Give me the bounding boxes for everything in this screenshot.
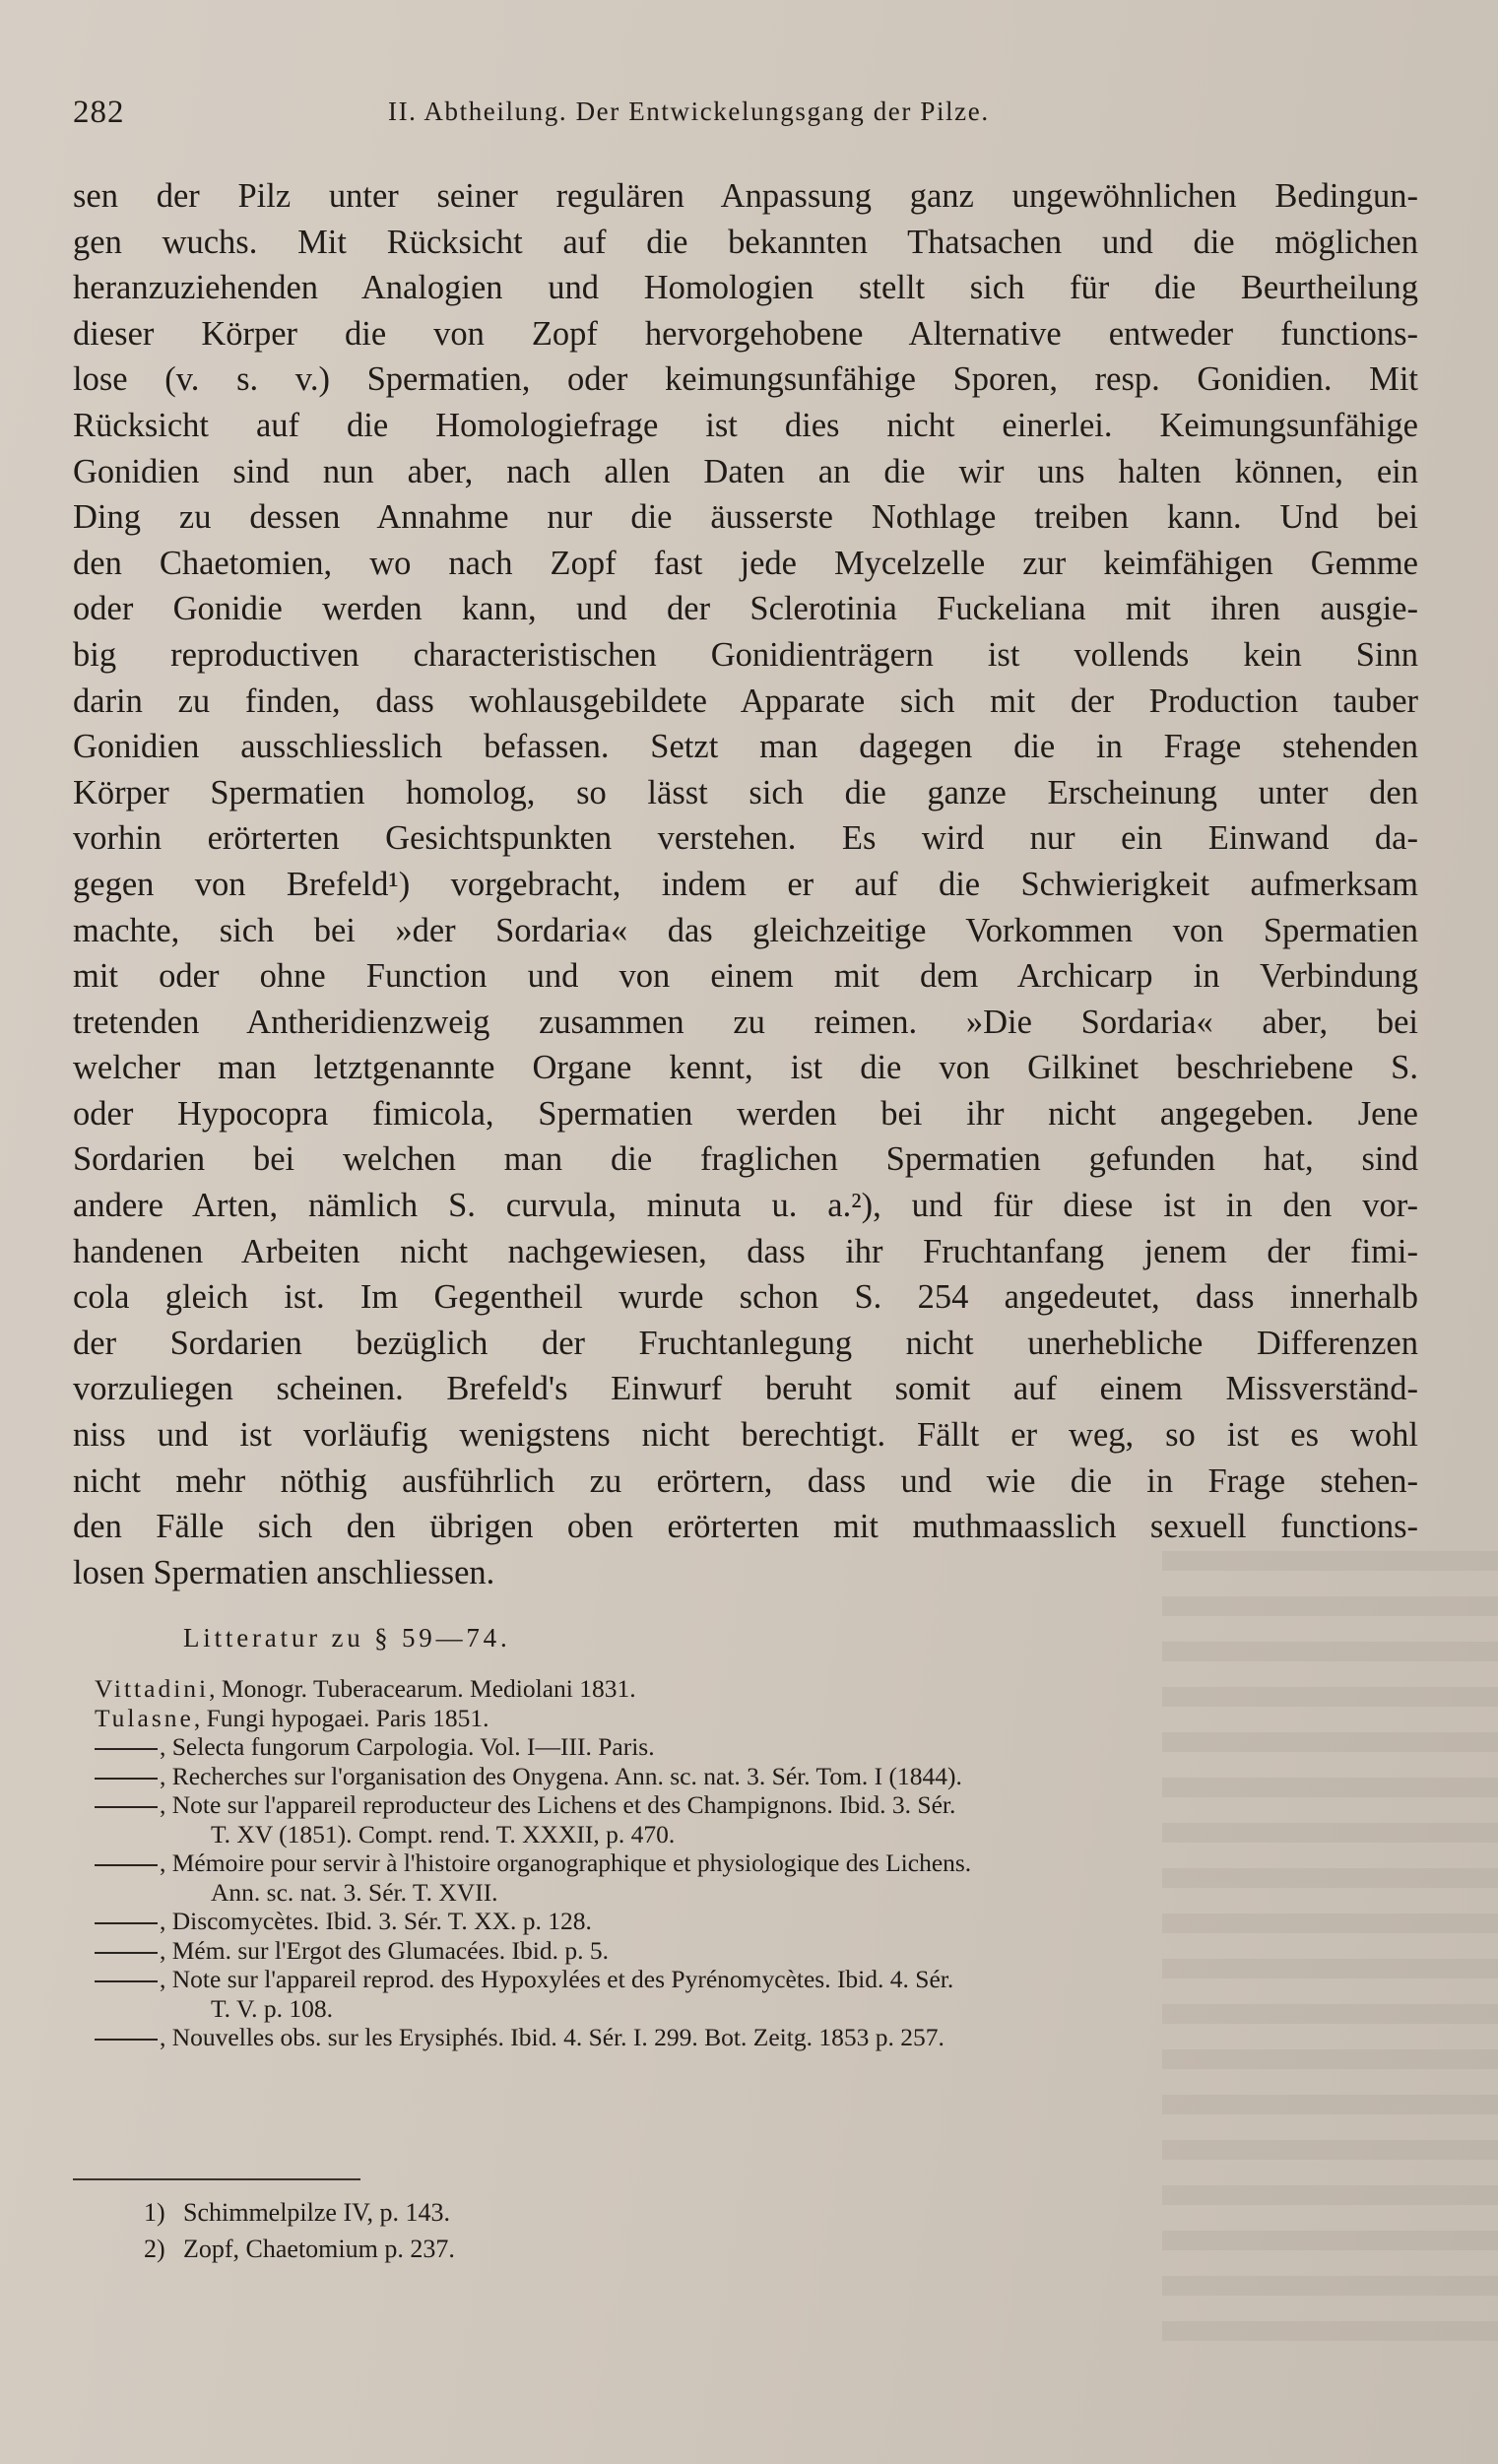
literature-entry (95, 1907, 1414, 1936)
body-line: mit oder ohne Function und von einem mit dem Archicarp in Verbindung (73, 957, 1418, 996)
body-line: losen Spermatien anschliessen. (73, 1553, 495, 1591)
ditto-dash (95, 1748, 158, 1750)
literature-text: , Nouvelles obs. sur les Erysiphés. Ibid. 4. Sér. I. 299. Bot. Zeitg. 1853 p. 257. (160, 2023, 944, 2051)
body-line: Gonidien sind nun aber, nach allen Daten an die wir uns halten können, ein (73, 452, 1418, 490)
ditto-dash (95, 1864, 158, 1866)
literature-entry (95, 2023, 1414, 2052)
literature-entry (95, 1965, 1414, 2023)
literature-text: , Mém. sur l'Ergot des Glumacées. Ibid. p. 5. (160, 1935, 609, 1965)
footnote-mark: 1) (144, 2198, 165, 2227)
ditto-dash (95, 1922, 158, 1924)
page-header (73, 95, 1429, 138)
literature-text: , Fungi hypogaei. Paris 1851. (193, 1703, 489, 1732)
literature-entry (95, 1704, 1414, 1733)
literature-entry (95, 1848, 1414, 1907)
literature-entry (95, 1674, 1414, 1704)
body-line: dieser Körper die von Zopf hervorgehobene Alternative entweder functions- (73, 314, 1418, 353)
ditto-dash (95, 1952, 158, 1954)
literature-list (95, 1674, 1414, 2052)
body-line: Sordarien bei welchen man die fraglichen Spermatien gefunden hat, sind (73, 1140, 1418, 1179)
literature-text: , Selecta fungorum Carpologia. Vol. I—III. Paris. (160, 1732, 655, 1761)
body-line: Gonidien ausschliesslich befassen. Setzt man dagegen die in Frage stehenden (73, 728, 1418, 766)
ditto-dash (95, 2039, 158, 2041)
body-line: handenen Arbeiten nicht nachgewiesen, dass ihr Fruchtanfang jenem der fimi- (73, 1232, 1418, 1270)
body-line: lose (v. s. v.) Spermatien, oder keimungsunfähige Sporen, resp. Gonidien. Mit (73, 360, 1418, 399)
literature-entry (95, 1790, 1414, 1848)
body-line: gen wuchs. Mit Rücksicht auf die bekannten Thatsachen und die möglichen (73, 223, 1418, 261)
literature-text: , Note sur l'appareil reprod. des Hypoxylées et des Pyrénomycètes. Ibid. 4. Sér. (160, 1965, 954, 1993)
body-line: machte, sich bei »der Sordaria« das gleichzeitige Vorkommen von Spermatien (73, 911, 1418, 949)
literature-entry (95, 1762, 1414, 1791)
body-line: Ding zu dessen Annahme nur die äusserste Nothlage treiben kann. Und bei (73, 498, 1418, 537)
body-line: der Sordarien bezüglich der Fruchtanlegung nicht unerhebliche Differenzen (73, 1324, 1418, 1362)
body-line: big reproductiven characteristischen Gonidienträgern ist vollends kein Sinn (73, 635, 1418, 674)
footnote-mark: 2) (144, 2235, 165, 2263)
footnote-text: Zopf, Chaetomium p. 237. (183, 2235, 455, 2263)
ditto-dash (95, 1806, 158, 1808)
running-head: II. Abtheilung. Der Entwickelungsgang der Pilze. (388, 97, 990, 126)
literature-continuation: T. XV (1851). Compt. rend. T. XXXII, p. 470. (211, 1819, 676, 1848)
footnote (144, 2231, 455, 2267)
body-line: sen der Pilz unter seiner regulären Anpassung ganz ungewöhnlichen Bedingun- (73, 177, 1418, 215)
footnote-text: Schimmelpilze IV, p. 143. (183, 2198, 451, 2227)
body-line: cola gleich ist. Im Gegentheil wurde schon S. 254 angedeutet, dass innerhalb (73, 1278, 1418, 1317)
body-line: vorhin erörterten Gesichtspunkten verstehen. Es wird nur ein Einwand da- (73, 819, 1418, 858)
body-paragraph (73, 173, 1418, 1595)
page-number: 282 (73, 95, 125, 130)
literature-text: , Monogr. Tuberacearum. Mediolani 1831. (209, 1674, 636, 1703)
body-line: den Chaetomien, wo nach Zopf fast jede Mycelzelle zur keimfähigen Gemme (73, 544, 1418, 582)
body-line: nicht mehr nöthig ausführlich zu erörtern, dass und wie die in Frage stehen- (73, 1461, 1418, 1500)
body-line: heranzuziehenden Analogien und Homologien stellt sich für die Beurtheilung (73, 269, 1418, 307)
literature-text: , Note sur l'appareil reproducteur des Lichens et des Champignons. Ibid. 3. Sér. (160, 1790, 956, 1819)
ditto-dash (95, 1778, 158, 1780)
body-line: niss und ist vorläufig wenigstens nicht berechtigt. Fällt er weg, so ist es wohl (73, 1416, 1418, 1455)
body-line: Körper Spermatien homolog, so lässt sich die ganze Erscheinung unter den (73, 773, 1418, 811)
footnote (144, 2194, 455, 2231)
body-line: vorzuliegen scheinen. Brefeld's Einwurf beruht somit auf einem Missverständ- (73, 1370, 1418, 1408)
literature-author: Vittadini (95, 1674, 210, 1703)
literature-author: Tulasne (95, 1703, 194, 1732)
body-line: tretenden Antheridienzweig zusammen zu reimen. »Die Sordaria« aber, bei (73, 1003, 1418, 1041)
literature-continuation: Ann. sc. nat. 3. Sér. T. XVII. (211, 1877, 498, 1907)
body-line: gegen von Brefeld¹) vorgebracht, indem er auf die Schwierigkeit aufmerksam (73, 865, 1418, 903)
footnote-rule (73, 2178, 360, 2180)
body-line: den Fälle sich den übrigen oben erörterten mit muthmaasslich sexuell functions- (73, 1508, 1418, 1546)
literature-heading: Litteratur zu § 59—74. (183, 1623, 511, 1653)
literature-text: , Discomycètes. Ibid. 3. Sér. T. XX. p. 128. (160, 1907, 592, 1935)
body-line: andere Arten, nämlich S. curvula, minuta u. a.²), und für diese ist in den vor- (73, 1187, 1418, 1225)
literature-entry (95, 1936, 1414, 1966)
body-line: Rücksicht auf die Homologiefrage ist dies nicht einerlei. Keimungsunfähige (73, 406, 1418, 444)
body-line: oder Gonidie werden kann, und der Sclerotinia Fuckeliana mit ihren ausgie- (73, 590, 1418, 628)
literature-entry (95, 1732, 1414, 1762)
footnotes (144, 2194, 455, 2267)
literature-text: , Mémoire pour servir à l'histoire organographique et physiologique des Lichens. (160, 1848, 972, 1877)
literature-text: , Recherches sur l'organisation des Onygena. Ann. sc. nat. 3. Sér. Tom. I (1844). (160, 1761, 962, 1790)
body-line: welcher man letztgenannte Organe kennt, ist die von Gilkinet beschriebene S. (73, 1049, 1418, 1087)
literature-continuation: T. V. p. 108. (211, 1993, 333, 2023)
ditto-dash (95, 1980, 158, 1982)
body-line: oder Hypocopra fimicola, Spermatien werden bei ihr nicht angegeben. Jene (73, 1094, 1418, 1133)
body-line: darin zu finden, dass wohlausgebildete Apparate sich mit der Production tauber (73, 681, 1418, 720)
